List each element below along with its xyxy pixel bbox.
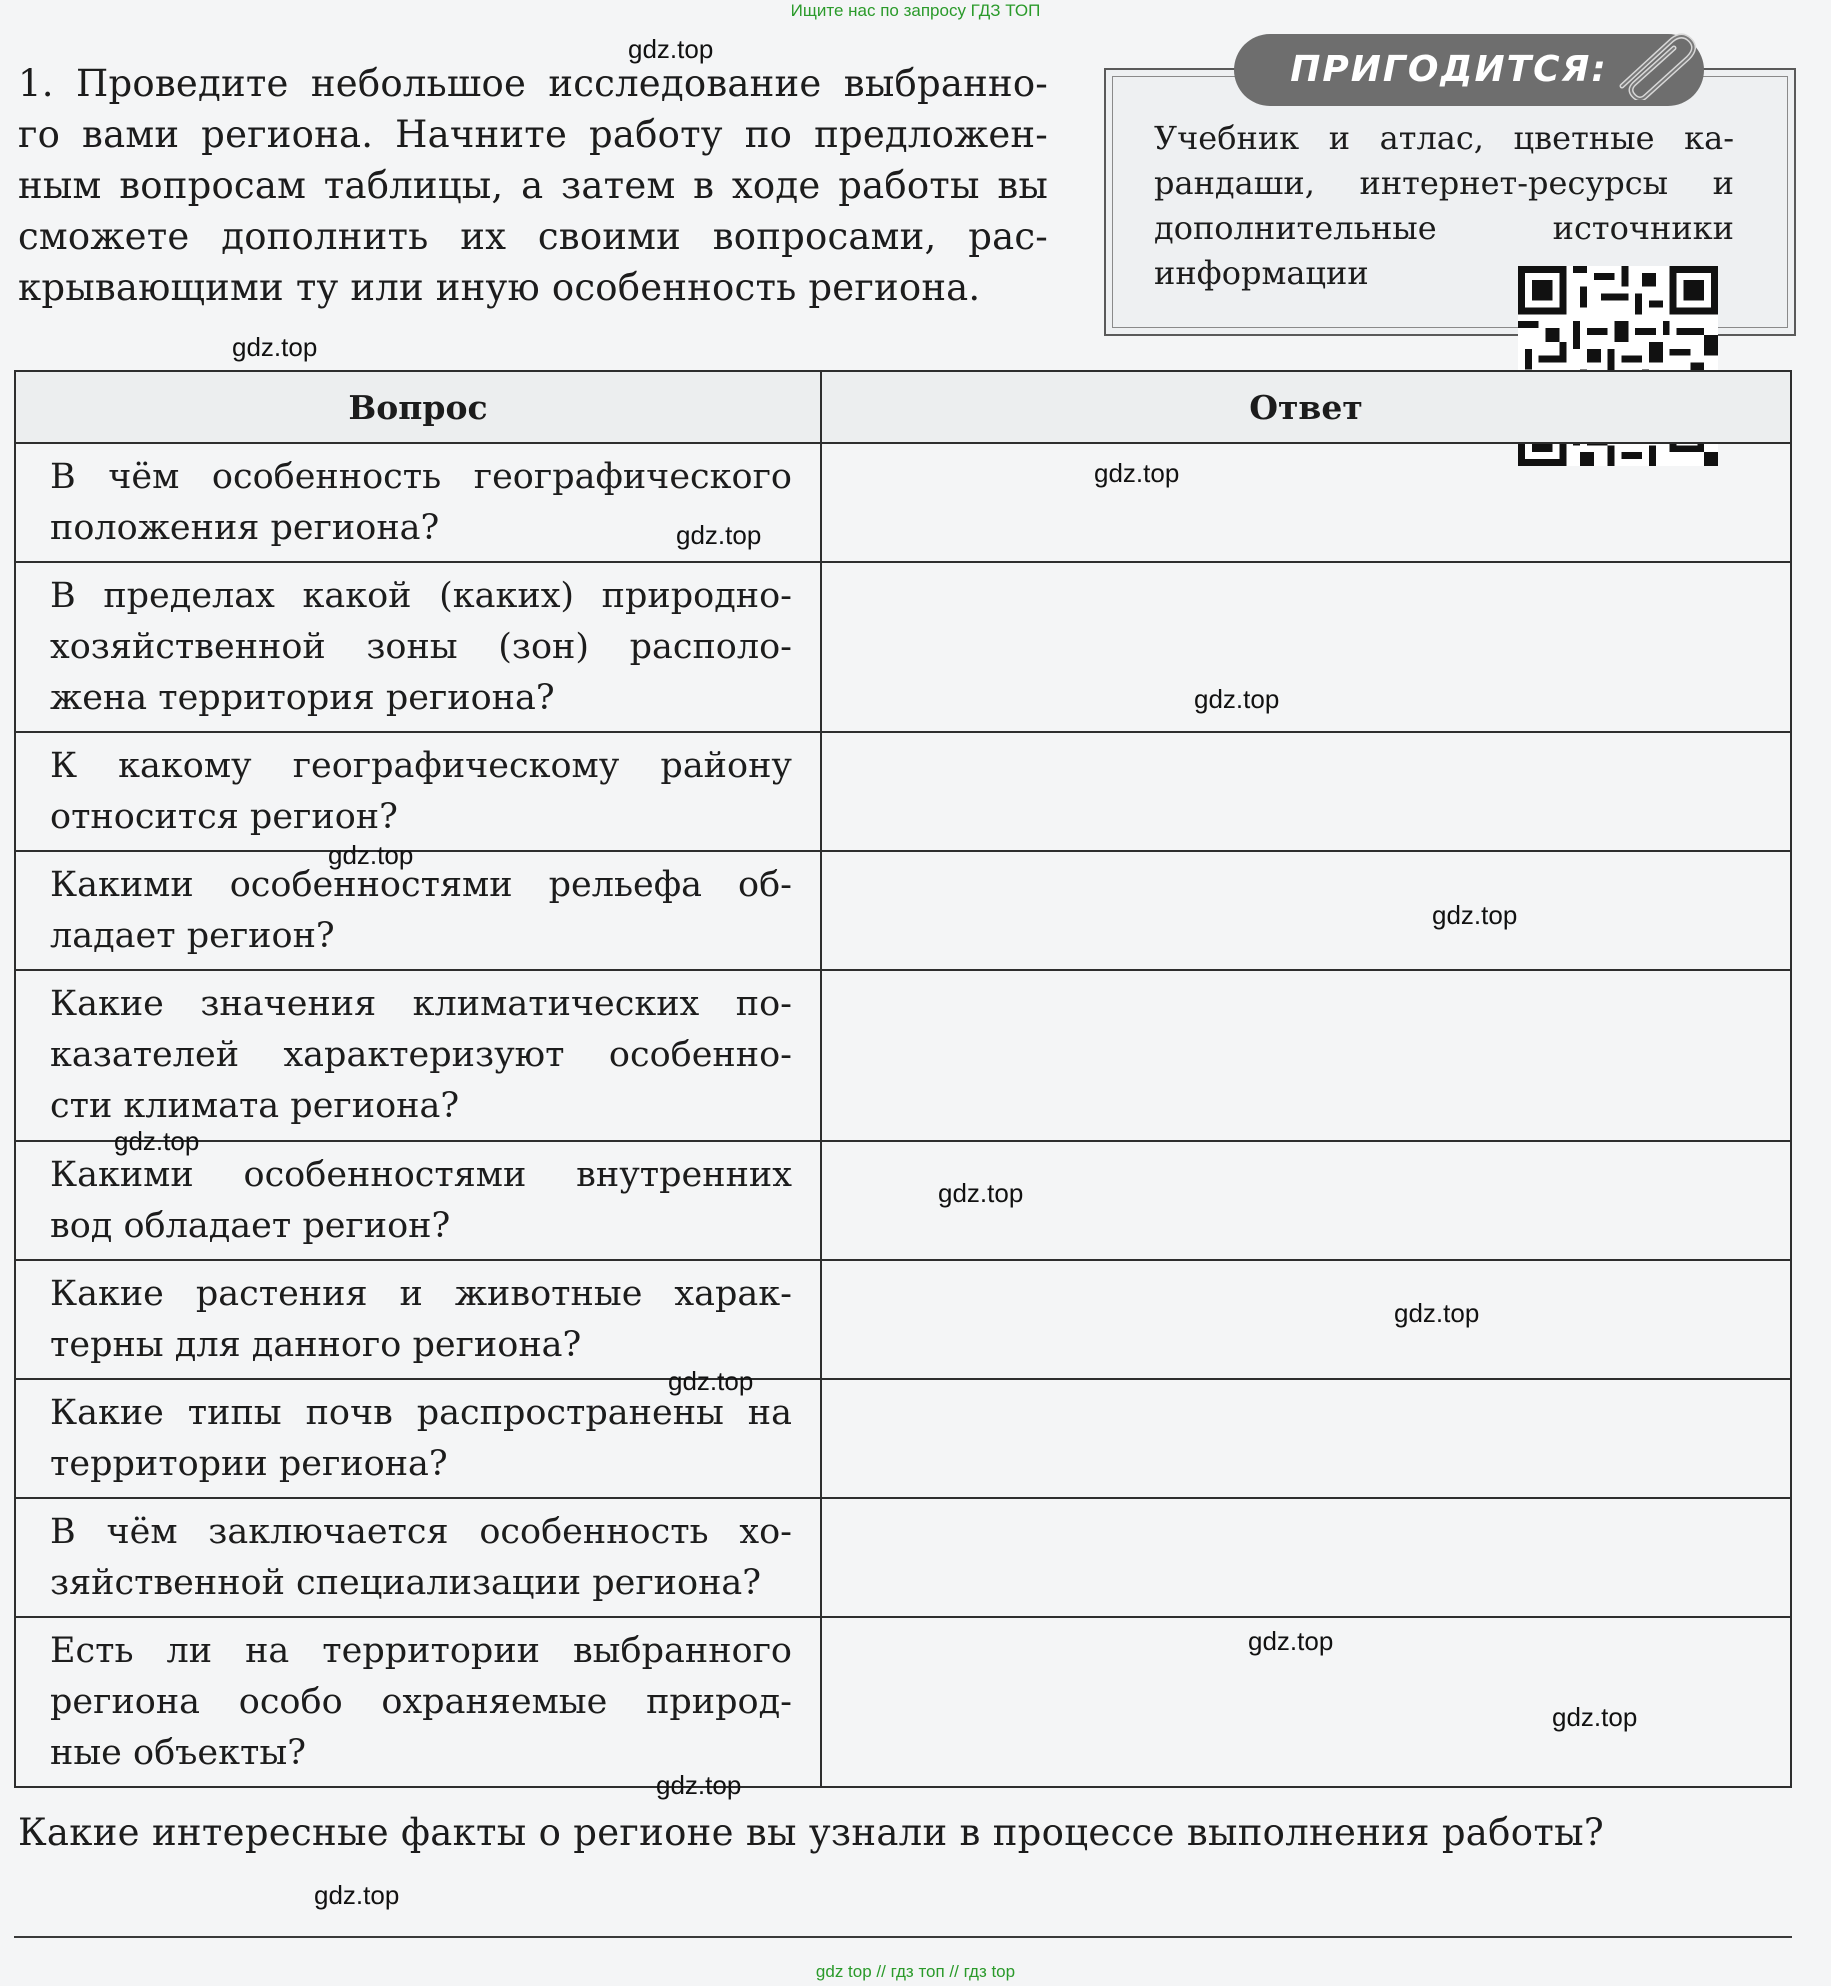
watermark: gdz.top	[938, 1178, 1024, 1208]
question-cell	[15, 1260, 821, 1379]
question-cell	[15, 851, 821, 970]
question-line: казателей характеризуют особенно-	[50, 1035, 792, 1076]
question-line: территории региона?	[50, 1443, 448, 1484]
answer-cell[interactable]	[821, 970, 1791, 1140]
question-line: зяйственной специализации региона?	[50, 1562, 762, 1603]
table-row	[15, 851, 1791, 970]
question-line: положения региона?	[50, 508, 440, 548]
answer-line[interactable]	[14, 1936, 1792, 1938]
final-question: Какие интересные факты о регионе вы узнали в процессе выполнения работы?	[18, 1811, 1604, 1854]
answer-cell[interactable]	[821, 1379, 1791, 1498]
question-line: относится регион?	[50, 797, 398, 838]
hint-line: Учебник и атлас, цветные ка-	[1154, 119, 1734, 157]
task-line: го вами региона. Начните работу по предложен-	[18, 113, 1048, 156]
answer-cell[interactable]	[821, 562, 1791, 732]
questions-table	[14, 370, 1792, 1788]
table-row	[15, 562, 1791, 732]
question-line: ные объекты?	[50, 1732, 307, 1773]
answer-cell[interactable]	[821, 851, 1791, 970]
task-line: крывающими ту или иную особенность региона.	[18, 266, 981, 309]
table-row	[15, 1379, 1791, 1498]
question-line: вод обладает регион?	[50, 1205, 451, 1246]
watermark: gdz.top	[656, 1770, 742, 1800]
question-line: жена территория региона?	[50, 677, 555, 718]
table-row	[15, 1260, 1791, 1379]
task-line: сможете дополнить их своими вопросами, рас-	[18, 215, 1048, 258]
question-cell	[15, 732, 821, 851]
answer-cell[interactable]	[821, 732, 1791, 851]
task-line: 1. Проведите небольшое исследование выбранно-	[18, 62, 1048, 105]
question-line: Есть ли на территории выбранного	[50, 1630, 792, 1671]
watermark: gdz.top	[1194, 684, 1280, 714]
question-cell	[15, 562, 821, 732]
top-banner[interactable]: Ищите нас по запросу ГДЗ ТОП	[790, 1, 1041, 20]
question-line: Какими особенностями рельефа об-	[50, 865, 792, 906]
answer-cell[interactable]	[821, 1498, 1791, 1617]
question-line: В чём заключается особенность хо-	[50, 1511, 792, 1552]
watermark: gdz.top	[314, 1880, 400, 1910]
watermark: gdz.top	[1552, 1702, 1638, 1732]
watermark: gdz.top	[628, 34, 714, 64]
watermark: gdz.top	[328, 840, 414, 870]
table-row	[15, 443, 1791, 562]
column-header-answer: Ответ	[821, 371, 1791, 443]
question-cell	[15, 1498, 821, 1617]
task-line: ным вопросам таблицы, а затем в ходе работы вы	[18, 164, 1048, 207]
question-line: В чём особенность географического	[50, 457, 792, 497]
answer-cell[interactable]	[821, 443, 1791, 562]
watermark: gdz.top	[676, 520, 762, 550]
question-line: К какому географическому району	[50, 746, 792, 787]
question-cell	[15, 1141, 821, 1260]
question-line: сти климата региона?	[50, 1086, 460, 1127]
answer-cell[interactable]	[821, 1260, 1791, 1379]
watermark: gdz.top	[1094, 458, 1180, 488]
question-cell	[15, 1617, 821, 1787]
watermark: gdz.top	[232, 332, 318, 362]
question-line: Какие типы почв распространены на	[50, 1392, 792, 1433]
column-header-question: Вопрос	[15, 371, 821, 443]
hint-line: информации	[1154, 254, 1369, 292]
question-line: ладает регион?	[50, 916, 335, 957]
table-header-row	[15, 371, 1791, 443]
table-row	[15, 1141, 1791, 1260]
bottom-banner[interactable]: gdz top // гдз топ // гдз top	[815, 1962, 1016, 1981]
table-row	[15, 970, 1791, 1140]
watermark: gdz.top	[1432, 900, 1518, 930]
question-line: Какие значения климатических по-	[50, 984, 792, 1025]
watermark: gdz.top	[114, 1126, 200, 1156]
question-line: терны для данного региона?	[50, 1324, 582, 1365]
table-row	[15, 732, 1791, 851]
watermark: gdz.top	[668, 1366, 754, 1396]
hint-line: дополнительные источники	[1154, 209, 1734, 247]
question-line: Какие растения и животные харак-	[50, 1273, 792, 1314]
table-row	[15, 1498, 1791, 1617]
task-text	[18, 58, 1048, 313]
watermark: gdz.top	[1248, 1626, 1334, 1656]
question-line: Какими особенностями внутренних	[50, 1154, 792, 1195]
hint-line: рандаши, интернет-ресурсы и	[1154, 164, 1734, 202]
question-line: хозяйственной зоны (зон) располо-	[50, 626, 792, 667]
question-cell	[15, 970, 821, 1140]
paperclip-icon	[1610, 26, 1700, 100]
hint-title: ПРИГОДИТСЯ:	[1290, 49, 1608, 90]
question-line: региона особо охраняемые природ-	[50, 1681, 792, 1722]
watermark: gdz.top	[1394, 1298, 1480, 1328]
table-row	[15, 1617, 1791, 1787]
question-line: В пределах какой (каких) природно-	[50, 575, 792, 616]
